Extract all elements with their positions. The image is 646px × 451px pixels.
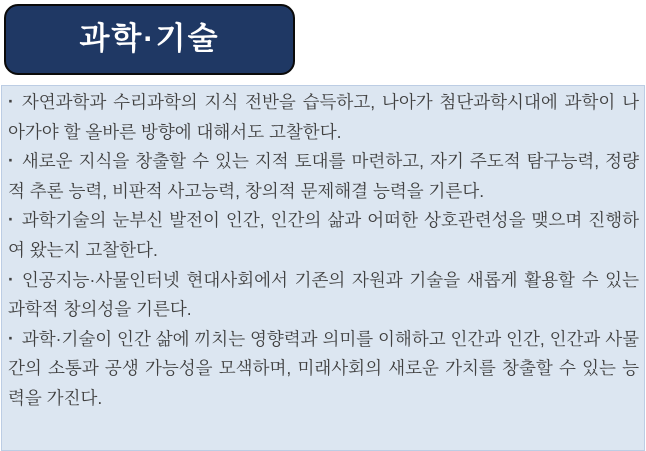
body-paragraph	[8, 206, 639, 265]
paragraph-text: 자연과학과 수리과학의 지식 전반을 습득하고, 나아가 첨단과학시대에 과학이 나아가야 할 올바른 방향에 대해서도 고찰한다.	[8, 92, 639, 142]
paragraph-text: 과학기술의 눈부신 발전이 인간, 인간의 삶과 어떠한 상호관련성을 맺으며 진행하여 왔는지 고찰한다.	[8, 210, 639, 260]
section-body-panel	[1, 85, 645, 451]
bullet-glyph: ·	[8, 327, 14, 348]
bullet-glyph: ·	[8, 150, 14, 171]
section-title: 과학·기술	[79, 21, 220, 56]
section-title-box	[4, 4, 295, 75]
paragraph-text: 새로운 지식을 창출할 수 있는 지적 토대를 마련하고, 자기 주도적 탐구능력, 정량적 추론 능력, 비판적 사고능력, 창의적 문제해결 능력을 기른다.	[8, 151, 639, 201]
paragraph-text: 인공지능·사물인터넷 현대사회에서 기존의 자원과 기술을 새롭게 활용할 수 있는 과학적 창의성을 기른다.	[8, 269, 639, 320]
body-paragraph	[8, 88, 639, 147]
bullet-glyph: ·	[8, 209, 14, 230]
body-paragraph	[8, 147, 639, 206]
body-paragraph	[8, 325, 639, 414]
paragraph-text: 과학·기술이 인간 삶에 끼치는 영향력과 의미를 이해하고 인간과 인간, 인간과 사물 간의 소통과 공생 가능성을 모색하며, 미래사회의 새로운 가치를 창출할 수 있는 능력을 가진다.	[8, 328, 640, 408]
bullet-glyph: ·	[8, 268, 14, 289]
body-paragraph	[8, 266, 639, 325]
bullet-glyph: ·	[8, 91, 14, 111]
